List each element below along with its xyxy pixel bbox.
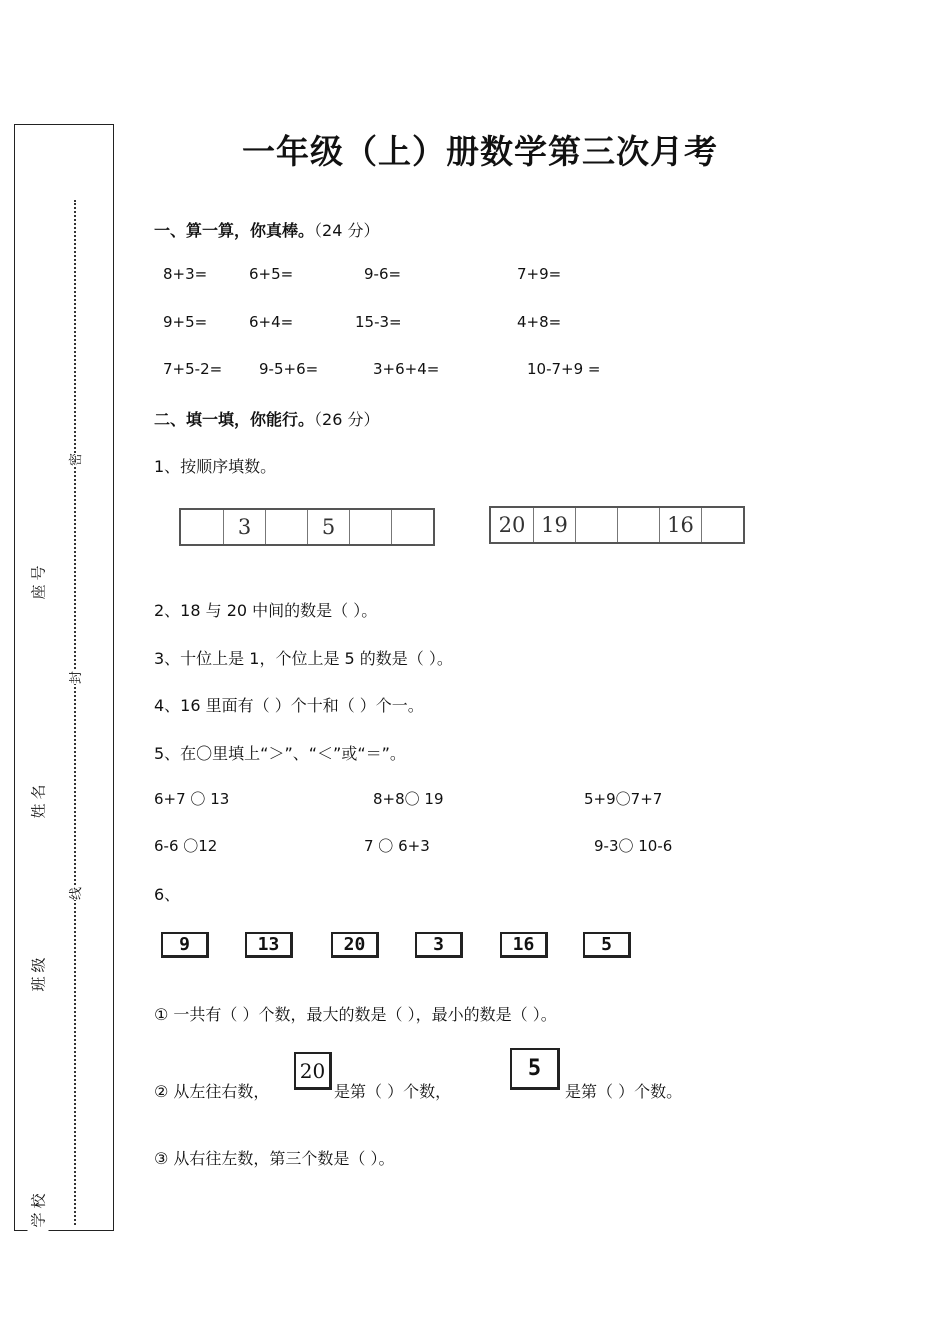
sequence-cell[interactable]	[701, 508, 743, 542]
margin-label-name: 姓名	[28, 770, 49, 830]
number-card: 9	[161, 932, 209, 958]
sequence-cell: 20	[498, 513, 526, 537]
margin-label-seat: 座号	[28, 551, 49, 611]
calc-item: 9-5+6=	[259, 360, 319, 378]
number-card-inline-5: 5	[510, 1048, 560, 1090]
sequence-cell: 3	[223, 510, 265, 544]
seal-char-mi: 密	[65, 453, 84, 466]
sequence-cell[interactable]	[265, 510, 307, 544]
number-card: 16	[500, 932, 548, 958]
number-card-inline-20: 20	[294, 1052, 332, 1090]
calc-item: 7+5-2=	[163, 360, 223, 378]
binding-margin	[14, 124, 114, 1231]
calc-item: 4+8=	[517, 313, 562, 331]
compare-item: 7 〇 6+3	[364, 837, 430, 855]
question-6: 6、	[154, 885, 181, 904]
question-3: 3、十位上是 1，个位上是 5 的数是（ ）。	[154, 649, 453, 668]
sequence-cell[interactable]	[617, 508, 659, 542]
question-6-2-part-b: 是第（ ）个数，	[334, 1082, 452, 1101]
section2-points: （26 分）	[314, 410, 380, 429]
question-6-3: ③ 从右往左数，第三个数是（ ）。	[154, 1149, 395, 1168]
calc-item: 7+9=	[517, 265, 562, 283]
compare-item: 6+7 〇 13	[154, 790, 230, 808]
compare-item: 6-6 〇12	[154, 837, 218, 855]
question-2: 2、18 与 20 中间的数是（ ）。	[154, 601, 378, 620]
calc-item: 8+3=	[163, 265, 208, 283]
calc-item: 3+6+4=	[373, 360, 440, 378]
sequence-cell[interactable]	[391, 510, 433, 544]
section1-title: 一、算一算，你真棒。	[154, 221, 315, 240]
compare-item: 9-3〇 10-6	[594, 837, 673, 855]
calc-item: 9-6=	[364, 265, 402, 283]
question-6-2-part-a: ② 从左往右数，	[154, 1082, 270, 1101]
section1-heading	[154, 218, 379, 241]
section2-title: 二、填一填，你能行。	[154, 410, 315, 429]
margin-label-school: 学校	[28, 1179, 49, 1239]
number-card: 5	[583, 932, 631, 958]
compare-item: 8+8〇 19	[373, 790, 444, 808]
calc-item: 10-7+9 =	[527, 360, 601, 378]
sequence-cell: 19	[533, 508, 575, 542]
margin-label-class: 班级	[28, 943, 49, 1003]
sequence-boxes-1	[179, 508, 435, 546]
sequence-boxes-2	[489, 506, 745, 544]
calc-item: 9+5=	[163, 313, 208, 331]
calc-item: 15-3=	[355, 313, 402, 331]
compare-item: 5+9〇7+7	[584, 790, 663, 808]
sequence-cell: 16	[659, 508, 701, 542]
seal-char-xian: 线	[65, 887, 84, 900]
calc-item: 6+4=	[249, 313, 294, 331]
sequence-cell[interactable]	[349, 510, 391, 544]
question-4: 4、16 里面有（ ）个十和（ ）个一。	[154, 696, 424, 715]
page-title: 一年级（上）册数学第三次月考	[242, 132, 718, 171]
number-card: 3	[415, 932, 463, 958]
section2-heading	[154, 407, 379, 430]
question-6-1: ① 一共有（ ）个数，最大的数是（ ），最小的数是（ ）。	[154, 1005, 557, 1024]
question-5: 5、在〇里填上“＞”、“＜”或“＝”。	[154, 744, 406, 763]
question-1: 1、按顺序填数。	[154, 457, 277, 476]
calc-item: 6+5=	[249, 265, 294, 283]
seal-char-feng: 封	[65, 671, 84, 684]
sequence-cell[interactable]	[575, 508, 617, 542]
sequence-cell: 5	[307, 510, 349, 544]
section1-points: （24 分）	[314, 221, 380, 240]
number-card: 20	[331, 932, 379, 958]
number-card: 13	[245, 932, 293, 958]
question-6-2-part-c: 是第（ ）个数。	[565, 1082, 683, 1101]
sequence-cell[interactable]	[181, 510, 223, 544]
seal-dotted-line	[74, 200, 76, 1225]
